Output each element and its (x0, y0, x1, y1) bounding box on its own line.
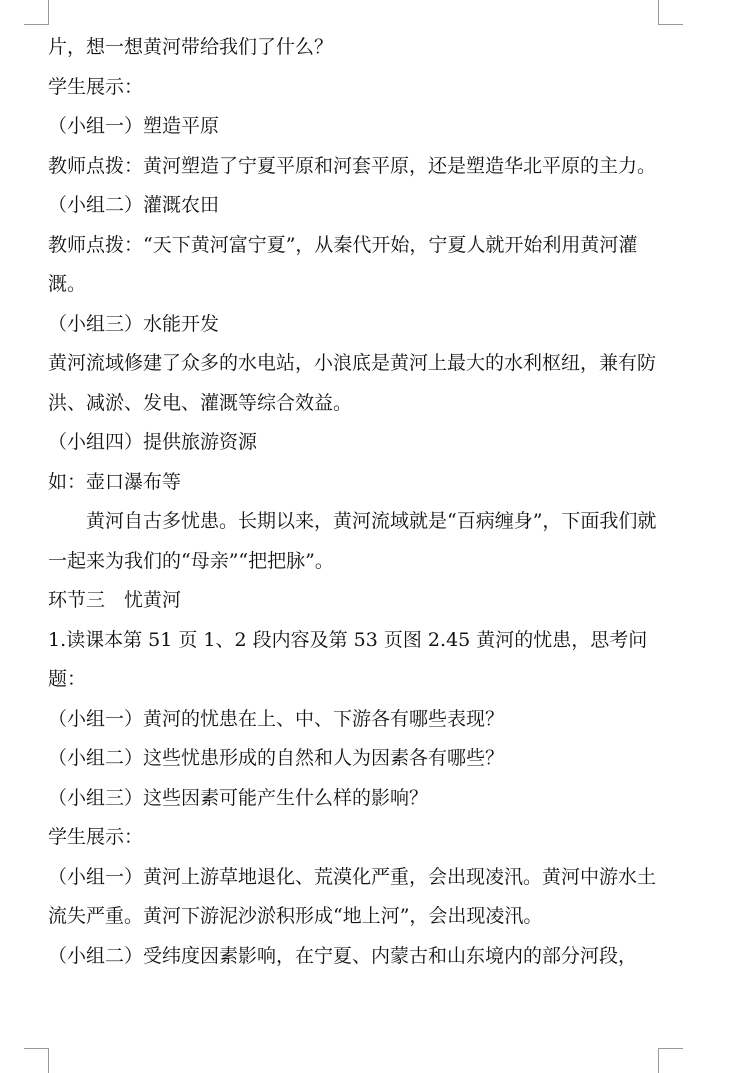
paragraph-student-display-2: 学生展示： (48, 826, 144, 848)
paragraph-question-group2: （小组二）这些忧患形成的自然和人为因素各有哪些？ (48, 747, 505, 769)
page-corner-mark-top-left (24, 0, 49, 25)
page-corner-mark-bottom-left (24, 1048, 49, 1073)
paragraph-teacher-note-irrigation: 教师点拨：“天下黄河富宁夏”，从秦代开始，宁夏人就开始利用黄河灌溉。 (48, 233, 638, 295)
paragraph-intro-question: 片，想一想黄河带给我们了什么？ (48, 36, 334, 58)
paragraph-transition: 黄河自古多忧患。长期以来，黄河流域就是“百病缠身”，下面我们就一起来为我们的“母亲”“把把脉”。 (48, 510, 657, 572)
paragraph-group2-irrigation: （小组二）灌溉农田 (48, 194, 220, 216)
paragraph-question-group3: （小组三）这些因素可能产生什么样的影响？ (48, 786, 429, 809)
paragraph-hydropower-detail: 黄河流域修建了众多的水电站，小浪底是黄河上最大的水利枢纽，兼有防洪、减淤、发电、灌溉等综合效益。 (48, 352, 657, 414)
page-corner-mark-top-right (658, 0, 683, 25)
paragraph-answer-group2: （小组二）受纬度因素影响，在宁夏、内蒙古和山东境内的部分河段， (48, 944, 638, 967)
paragraph-student-display: 学生展示： (48, 75, 144, 98)
paragraph-group1-plains: （小组一）塑造平原 (48, 115, 220, 137)
document-body (48, 28, 666, 976)
paragraph-answer-group1: （小组一）黄河上游草地退化、荒漠化严重，会出现凌汛。黄河中游水土流失严重。黄河下游泥沙淤积形成“地上河”，会出现凌汛。 (48, 865, 657, 927)
paragraph-group4-tourism: （小组四）提供旅游资源 (48, 431, 258, 453)
paragraph-task-1: 1.读课本第 51 页 1、2 段内容及第 53 页图 2.45 黄河的忧患，思考问题： (48, 628, 648, 690)
paragraph-group3-hydropower: （小组三）水能开发 (48, 312, 220, 335)
page-corner-mark-bottom-right (658, 1048, 683, 1073)
section-heading-step3: 环节三 忧黄河 (48, 589, 182, 611)
paragraph-question-group1: （小组一）黄河的忧患在上、中、下游各有哪些表现？ (48, 707, 505, 730)
paragraph-tourism-example: 如：壶口瀑布等 (48, 470, 182, 493)
paragraph-teacher-note-plains: 教师点拨：黄河塑造了宁夏平原和河套平原，还是塑造华北平原的主力。 (48, 154, 657, 177)
